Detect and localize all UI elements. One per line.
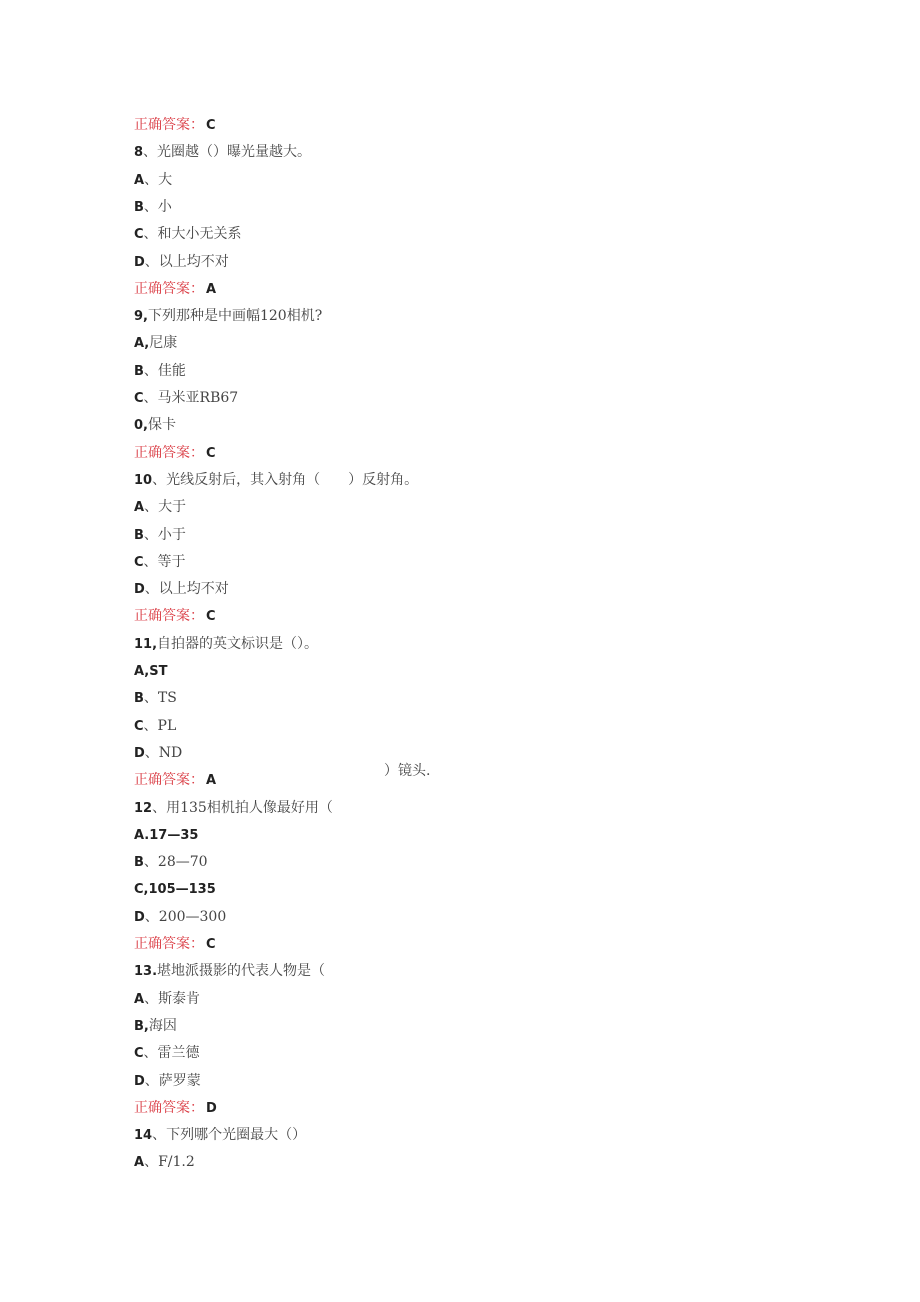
option-text: 以上均不对 [158, 581, 229, 598]
option-line [134, 551, 186, 573]
question-text: 堪地派摄影的代表人物是（ [157, 963, 326, 980]
option-text: 萨罗蒙 [158, 1072, 201, 1089]
option-line [134, 742, 182, 764]
question-number: 13. [134, 964, 158, 980]
option-letter: C [134, 554, 144, 570]
answer-line [134, 278, 216, 300]
option-letter: B [134, 199, 144, 215]
question-line [134, 305, 322, 327]
answer-line [134, 1097, 217, 1119]
answer-value: A [206, 773, 217, 789]
option-letter: A [134, 991, 145, 1007]
option-text: 尼康 [149, 335, 178, 352]
option-line [134, 332, 177, 354]
answer-line [134, 769, 216, 791]
question-number: 9, [134, 309, 148, 325]
answer-label: 正确答案： [134, 608, 204, 625]
separator: 、 [143, 854, 158, 871]
option-letter: D [134, 582, 145, 598]
option-line [134, 196, 172, 218]
question-text: 下列那种是中画幅120相机? [147, 308, 323, 325]
option-line [134, 988, 200, 1010]
option-text: 佳能 [157, 362, 186, 379]
option-letter: B, [134, 1018, 149, 1034]
option-line [134, 169, 172, 191]
question-number: 12 [134, 800, 153, 816]
question-text: 光线反射后，其入射角（ ）反射角。 [166, 471, 419, 488]
option-letter: A, [134, 336, 150, 352]
option-line [134, 1015, 177, 1037]
option-line [134, 524, 186, 546]
option-letter: C [134, 391, 144, 406]
option-letter: B [134, 691, 144, 707]
option-line [134, 715, 176, 737]
separator: 、 [143, 198, 158, 215]
option-text: 28—70 [157, 854, 208, 871]
separator: 、 [144, 253, 159, 270]
separator: 、 [144, 1154, 159, 1171]
answer-line [134, 442, 216, 464]
option-text: 大于 [158, 499, 187, 516]
option-letter: B [134, 363, 144, 379]
answer-label: 正确答案： [134, 772, 204, 789]
option-letter: B [134, 527, 144, 543]
answer-value: D [206, 1100, 217, 1116]
option-line [134, 906, 226, 928]
option-letter: A [134, 500, 145, 516]
option-line [134, 824, 198, 846]
option-line [134, 1070, 201, 1092]
answer-value: C [206, 445, 216, 461]
option-line [134, 660, 167, 682]
option-text: 保卡 [147, 417, 176, 434]
option-line [134, 414, 176, 436]
option-letter: A.17—35 [134, 827, 199, 843]
option-text: 以上均不对 [158, 253, 229, 270]
question-number: 10 [134, 472, 153, 488]
question-line [134, 797, 333, 819]
question-text: 用135相机拍人像最好用（ [166, 799, 333, 816]
option-line [134, 878, 216, 900]
option-letter: D [134, 1073, 145, 1089]
option-line [134, 387, 238, 409]
option-text: 小 [157, 198, 172, 215]
option-text: 200—300 [158, 908, 227, 925]
separator: 、 [144, 499, 159, 516]
option-letter: A [134, 1155, 145, 1171]
option-line [134, 851, 208, 873]
separator: 、 [152, 471, 167, 488]
answer-label: 正确答案： [134, 444, 204, 461]
answer-line [134, 605, 216, 627]
answer-label: 正确答案： [134, 1099, 204, 1116]
option-text: F/1.2 [158, 1154, 195, 1171]
question-line [134, 633, 318, 655]
answer-value: C [206, 118, 216, 133]
separator: 、 [143, 362, 158, 379]
separator: 、 [143, 690, 158, 707]
separator: 、 [144, 744, 159, 761]
option-line [134, 496, 186, 518]
option-line [134, 1042, 200, 1064]
option-text: TS [157, 690, 177, 707]
answer-label: 正确答案： [134, 117, 204, 133]
option-letter: C [134, 227, 144, 243]
option-text: 海因 [148, 1017, 177, 1034]
floating-text-fragment: ）镜头. [384, 763, 431, 779]
option-letter: C [134, 1046, 144, 1062]
option-line [134, 1151, 195, 1173]
separator: 、 [152, 1127, 167, 1144]
answer-line [134, 933, 216, 955]
question-text: 光圈越（）曝光量越大。 [157, 144, 312, 161]
option-letter: 0, [134, 418, 148, 434]
separator: 、 [144, 1072, 159, 1089]
option-line [134, 687, 177, 709]
option-letter: C,105—135 [134, 882, 216, 898]
separator: 、 [144, 990, 159, 1007]
option-line [134, 251, 229, 273]
option-letter: D [134, 254, 145, 270]
option-text: PL [157, 717, 177, 734]
option-text: 和大小无关系 [157, 226, 242, 243]
question-line [134, 141, 311, 163]
option-letter: D [134, 909, 145, 925]
option-text: ND [158, 744, 183, 761]
separator: 、 [143, 1045, 158, 1062]
option-text: 斯泰肯 [158, 990, 201, 1007]
option-text: 雷兰德 [157, 1045, 200, 1062]
answer-value: C [206, 609, 216, 625]
separator: 、 [144, 581, 159, 598]
option-text: 等于 [157, 553, 186, 570]
question-number: 8 [134, 145, 144, 161]
option-text: 大 [158, 171, 173, 188]
answer-label: 正确答案： [134, 936, 204, 952]
separator: 、 [143, 526, 158, 543]
answer-value: A [206, 281, 217, 297]
separator: 、 [143, 390, 158, 406]
option-letter: A,ST [134, 664, 168, 679]
question-number: 11, [134, 636, 158, 652]
separator: 、 [144, 908, 159, 925]
option-line [134, 223, 242, 245]
option-line [134, 578, 229, 600]
answer-value: C [206, 937, 216, 952]
separator: 、 [144, 171, 159, 188]
separator: 、 [152, 799, 167, 816]
option-letter: D [134, 745, 145, 761]
option-text: 小于 [157, 526, 186, 543]
question-text: 下列哪个光圈最大（） [166, 1127, 307, 1144]
option-letter: A [134, 172, 145, 188]
question-number: 14 [134, 1128, 153, 1144]
question-line [134, 1124, 306, 1146]
question-line [134, 469, 418, 491]
separator: 、 [143, 553, 158, 570]
separator: 、 [143, 226, 158, 243]
option-letter: C [134, 718, 144, 734]
question-line [134, 960, 325, 982]
answer-label: 正确答案： [134, 280, 204, 297]
question-text: 自拍器的英文标识是（）。 [157, 635, 319, 652]
separator: 、 [143, 144, 158, 161]
separator: 、 [143, 717, 158, 734]
option-line [134, 360, 186, 382]
answer-line [134, 114, 216, 136]
option-letter: B [134, 855, 144, 871]
option-text: 马米亚RB67 [157, 390, 239, 406]
